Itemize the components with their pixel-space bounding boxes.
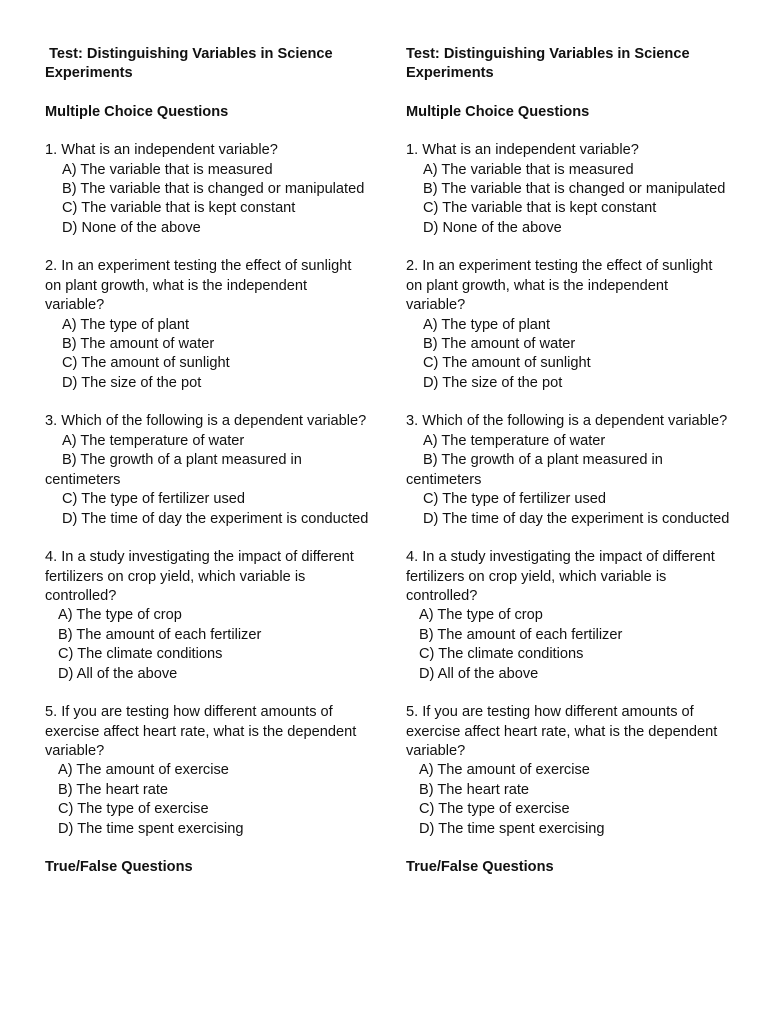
- question-text: 2. In an experiment testing the effect of sunlight on plant growth, what is the independent variable?: [45, 258, 352, 314]
- option-c: C) The type of fertilizer used: [423, 491, 607, 508]
- option-a: A) The amount of exercise: [419, 762, 590, 779]
- option-d: D) None of the above: [423, 219, 562, 236]
- option-b: B) The heart rate: [419, 781, 530, 798]
- option-c: C) The climate conditions: [58, 646, 223, 663]
- option-c: C) The amount of sunlight: [62, 355, 230, 372]
- option-d: D) The time spent exercising: [419, 820, 605, 837]
- question-text: 4. In a study investigating the impact of different fertilizers on crop yield, which variable is controlled?: [45, 549, 354, 604]
- multiple-choice-heading: Multiple Choice Questions: [406, 103, 590, 120]
- option-a: A) The temperature of water: [423, 432, 606, 449]
- option-c: C) The type of exercise: [419, 801, 570, 818]
- question-text: 4. In a study investigating the impact of different fertilizers on crop yield, which variable is controlled?: [406, 549, 715, 604]
- test-title: Test: Distinguishing Variables in Science Experiments: [45, 46, 337, 82]
- question-5: [45, 703, 370, 839]
- option-b: B) The heart rate: [58, 781, 169, 798]
- question-text: 3. Which of the following is a dependent variable?: [45, 413, 367, 430]
- test-title: Test: Distinguishing Variables in Science Experiments: [406, 46, 694, 82]
- question-text: 2. In an experiment testing the effect of sunlight on plant growth, what is the independent variable?: [406, 258, 713, 314]
- option-a: A) The type of crop: [58, 607, 182, 624]
- option-b: B) The variable that is changed or manipulated: [62, 181, 365, 198]
- question-1: [406, 141, 731, 238]
- option-c: C) The variable that is kept constant: [62, 200, 296, 217]
- option-d: D) All of the above: [419, 665, 539, 682]
- option-d: D) None of the above: [62, 219, 201, 236]
- true-false-heading: True/False Questions: [406, 859, 554, 876]
- option-d: D) The time spent exercising: [58, 820, 244, 837]
- option-a: A) The temperature of water: [62, 432, 245, 449]
- option-a: A) The type of plant: [62, 316, 190, 333]
- option-b: B) The variable that is changed or manipulated: [423, 181, 726, 198]
- option-b: B) The amount of each fertilizer: [58, 626, 262, 643]
- true-false-heading: True/False Questions: [45, 859, 193, 876]
- option-c: C) The amount of sunlight: [423, 355, 591, 372]
- option-a: A) The variable that is measured: [62, 161, 273, 178]
- question-4: [406, 548, 731, 684]
- option-d: D) The size of the pot: [62, 374, 202, 391]
- question-text: 1. What is an independent variable?: [45, 142, 278, 159]
- option-b: B) The amount of water: [62, 336, 215, 353]
- question-1: [45, 141, 370, 238]
- option-d: D) All of the above: [58, 665, 178, 682]
- option-c: C) The variable that is kept constant: [423, 200, 657, 217]
- question-5: [406, 703, 731, 839]
- option-d: D) The size of the pot: [423, 374, 563, 391]
- option-a: A) The type of plant: [423, 316, 551, 333]
- option-b: B) The growth of a plant measured in centimeters: [45, 452, 302, 488]
- option-a: A) The variable that is measured: [423, 161, 634, 178]
- question-2: [406, 257, 731, 393]
- right-page-column: [406, 45, 731, 878]
- option-c: C) The climate conditions: [419, 646, 584, 663]
- question-text: 3. Which of the following is a dependent variable?: [406, 413, 728, 430]
- question-3: [406, 412, 731, 528]
- question-text: 1. What is an independent variable?: [406, 142, 639, 159]
- option-c: C) The type of fertilizer used: [62, 491, 246, 508]
- question-3: [45, 412, 370, 528]
- question-text: 5. If you are testing how different amounts of exercise affect heart rate, what is the dependent variable?: [45, 704, 357, 759]
- multiple-choice-heading: Multiple Choice Questions: [45, 103, 229, 120]
- option-a: A) The amount of exercise: [58, 762, 229, 779]
- question-4: [45, 548, 370, 684]
- option-d: D) The time of day the experiment is conducted: [423, 510, 730, 527]
- option-d: D) The time of day the experiment is conducted: [62, 510, 369, 527]
- question-text: 5. If you are testing how different amounts of exercise affect heart rate, what is the dependent variable?: [406, 704, 718, 759]
- question-2: [45, 257, 370, 393]
- left-page-column: [45, 45, 370, 878]
- option-b: B) The growth of a plant measured in centimeters: [406, 452, 663, 488]
- option-b: B) The amount of each fertilizer: [419, 626, 623, 643]
- option-c: C) The type of exercise: [58, 801, 209, 818]
- option-a: A) The type of crop: [419, 607, 543, 624]
- option-b: B) The amount of water: [423, 336, 576, 353]
